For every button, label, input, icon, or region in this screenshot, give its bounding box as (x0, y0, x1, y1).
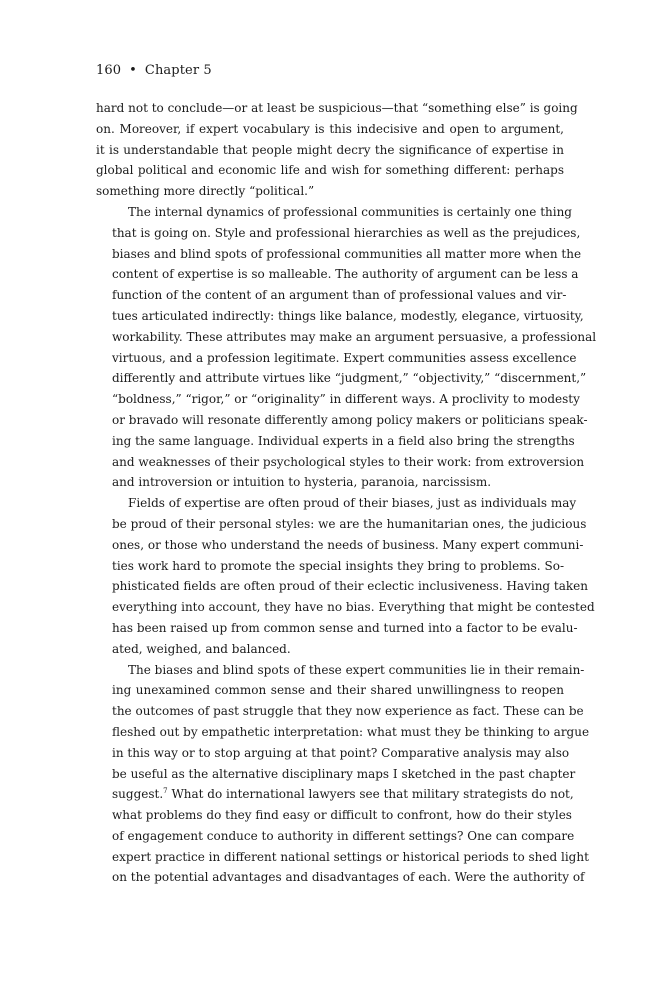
text-line: the outcomes of past struggle that they now experience as fact. These can be (112, 704, 584, 719)
paragraph-2 (96, 202, 597, 493)
text-line: content of expertise is so malleable. The authority of argument can be less a (112, 267, 579, 282)
text-line: The biases and blind spots of these expert communities lie in their remain- (128, 662, 585, 677)
text-line: tues articulated indirectly: things like balance, modestly, elegance, virtuosity, (112, 308, 584, 323)
text-line: that is going on. Style and professional hierarchies as well as the prejudices, (112, 225, 581, 240)
text-line: and introversion or intuition to hysteria, paranoia, narcissism. (112, 475, 492, 490)
page-number: 160 (96, 63, 122, 78)
text-line: be useful as the alternative disciplinary maps I sketched in the past chapter (112, 766, 576, 781)
body-text (96, 98, 597, 888)
footnote-marker[interactable]: 7 (163, 787, 168, 796)
footnote-line-end: What do international lawyers see that military strategists do not, (167, 787, 574, 802)
text-line: Fields of expertise are often proud of their biases, just as individuals may (128, 496, 577, 511)
text-line: phisticated fields are often proud of their eclectic inclusiveness. Having taken (112, 579, 589, 594)
text-line: in this way or to stop arguing at that point? Comparative analysis may also (112, 745, 570, 760)
running-head (96, 62, 564, 84)
text-line: of engagement conduce to authority in different settings? One can compare (112, 828, 575, 843)
text-line: or bravado will resonate differently among policy makers or politicians speak- (112, 412, 588, 427)
book-page (96, 62, 597, 888)
text-line: global political and economic life and wish for something different: perhaps (96, 163, 564, 178)
text-line: on. Moreover, if expert vocabulary is this indecisive and open to argument, (96, 121, 564, 136)
text-line: ing unexamined common sense and their shared unwillingness to reopen (112, 683, 564, 698)
text-line: hard not to conclude—or at least be suspicious—that “something else” is going (96, 101, 578, 115)
bullet-separator: • (129, 63, 137, 78)
text-line: something more directly “political.” (96, 184, 315, 199)
text-line: what problems do they find easy or difficult to confront, how do their styles (112, 808, 572, 823)
text-line: everything into account, they have no bias. Everything that might be contested (112, 600, 595, 615)
paragraph-4 (96, 660, 590, 889)
text-line: and weaknesses of their psychological styles to their work: from extroversion (112, 454, 585, 469)
text-line: “boldness,” “rigor,” or “originality” in different ways. A proclivity to modesty (112, 392, 580, 407)
text-line: expert practice in different national settings or historical periods to shed light (112, 849, 589, 864)
footnote-text-line (96, 784, 574, 805)
text-line: differently and attribute virtues like “judgment,” “objectivity,” “discernment,” (112, 371, 587, 386)
text-line: ing the same language. Individual experts in a field also bring the strengths (112, 433, 575, 448)
text-line: it is understandable that people might decry the significance of expertise in (96, 142, 564, 157)
text-line: on the potential advantages and disadvantages of each. Were the authority of (112, 870, 585, 885)
paragraph-1 (96, 98, 578, 202)
text-line: ties work hard to promote the special insights they bring to problems. So- (112, 558, 564, 573)
text-line: The internal dynamics of professional communities is certainly one thing (128, 204, 572, 219)
chapter-label: Chapter 5 (144, 63, 212, 78)
text-line: biases and blind spots of professional communities all matter more when the (112, 246, 582, 261)
text-line: function of the content of an argument than of professional values and vir- (112, 288, 567, 303)
text-line: ones, or those who understand the needs of business. Many expert communi- (112, 537, 584, 552)
text-line: virtuous, and a profession legitimate. Expert communities assess excellence (112, 350, 577, 365)
text-line: has been raised up from common sense and turned into a factor to be evalu- (112, 620, 578, 635)
text-line: workability. These attributes may make an argument persuasive, a professional (112, 329, 597, 344)
paragraph-3 (96, 493, 595, 659)
text-line: ated, weighed, and balanced. (112, 641, 291, 656)
footnote-line-start: suggest. (112, 787, 164, 802)
text-line: be proud of their personal styles: we are the humanitarian ones, the judicious (112, 516, 587, 531)
text-line: fleshed out by empathetic interpretation: what must they be thinking to argue (112, 724, 590, 739)
